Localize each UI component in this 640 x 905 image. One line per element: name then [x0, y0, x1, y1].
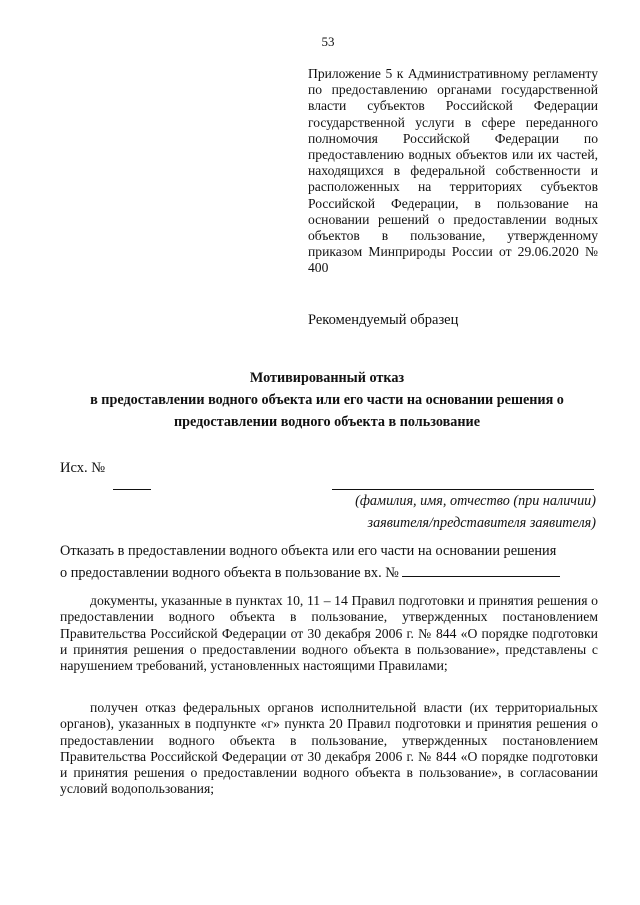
reason-paragraph-2 [60, 700, 598, 798]
paragraph-indent [60, 700, 90, 715]
page-number: 53 [321, 34, 335, 49]
refusal-statement [60, 540, 600, 584]
incoming-number-field-line [402, 563, 560, 577]
applicant-caption [330, 490, 596, 534]
reason-paragraph-2-text: получен отказ федеральных органов исполнительной власти (их территориальных органов), указанных в подпункте «г» пункта 20 Правил подготовки и принятия решения о предоставлении водного объекта в пользование, утвержденных постановлением Правительства Российской Федерации от 30 декабря 2006 г. № 844 «О порядке подготовки и принятия решения о предоставлении водного объекта в пользование», в согласовании условий водопользования; [60, 700, 598, 797]
document-title-line-3: предоставлении водного объекта в пользование [173, 414, 481, 430]
document-title-line-2: в предоставлении водного объекта или его части на основании решения о [90, 392, 564, 408]
reason-paragraph-1 [60, 593, 598, 674]
document-title-line-1: Мотивированный отказ [249, 370, 405, 386]
refusal-statement-line-1: Отказать в предоставлении водного объекта или его части на основании решения [60, 543, 557, 559]
outgoing-number-field-line [113, 489, 151, 490]
appendix-note: Приложение 5 к Административному регламенту по предоставлению органами государственной власти субъектов Российской Федерации государственной услуги в сфере переданного полномочия Российской Федерации по предоставлению водных объектов или их частей, находящихся в федеральной собственности и расположенных на территориях субъектов Российской Федерации, в пользование на основании решений о предоставлении водных объектов в пользование, утвержденному приказом Минприроды России от 29.06.2020 № 400 [308, 66, 598, 276]
recommended-sample-label: Рекомендуемый образец [308, 312, 459, 328]
applicant-caption-line-1: (фамилия, имя, отчество (при наличии) [355, 493, 596, 509]
outgoing-number-label: Исх. № [60, 460, 106, 476]
refusal-statement-line-2-text: о предоставлении водного объекта в пользование вх. № [60, 565, 399, 581]
refusal-statement-line-2 [60, 562, 600, 584]
reason-paragraph-1-text: документы, указанные в пунктах 10, 11 – 14 Правил подготовки и принятия решения о предоставлении водного объекта в пользование, утвержденных постановлением Правительства Российской Федерации от 30 декабря 2006 г. № 844 «О порядке подготовки и принятия решения о предоставлении водного объекта в пользование», представлены с нарушением требований, установленных настоящими Правилами; [60, 593, 598, 674]
applicant-caption-line-2: заявителя/представителя заявителя) [367, 515, 596, 531]
paragraph-indent [60, 593, 90, 608]
